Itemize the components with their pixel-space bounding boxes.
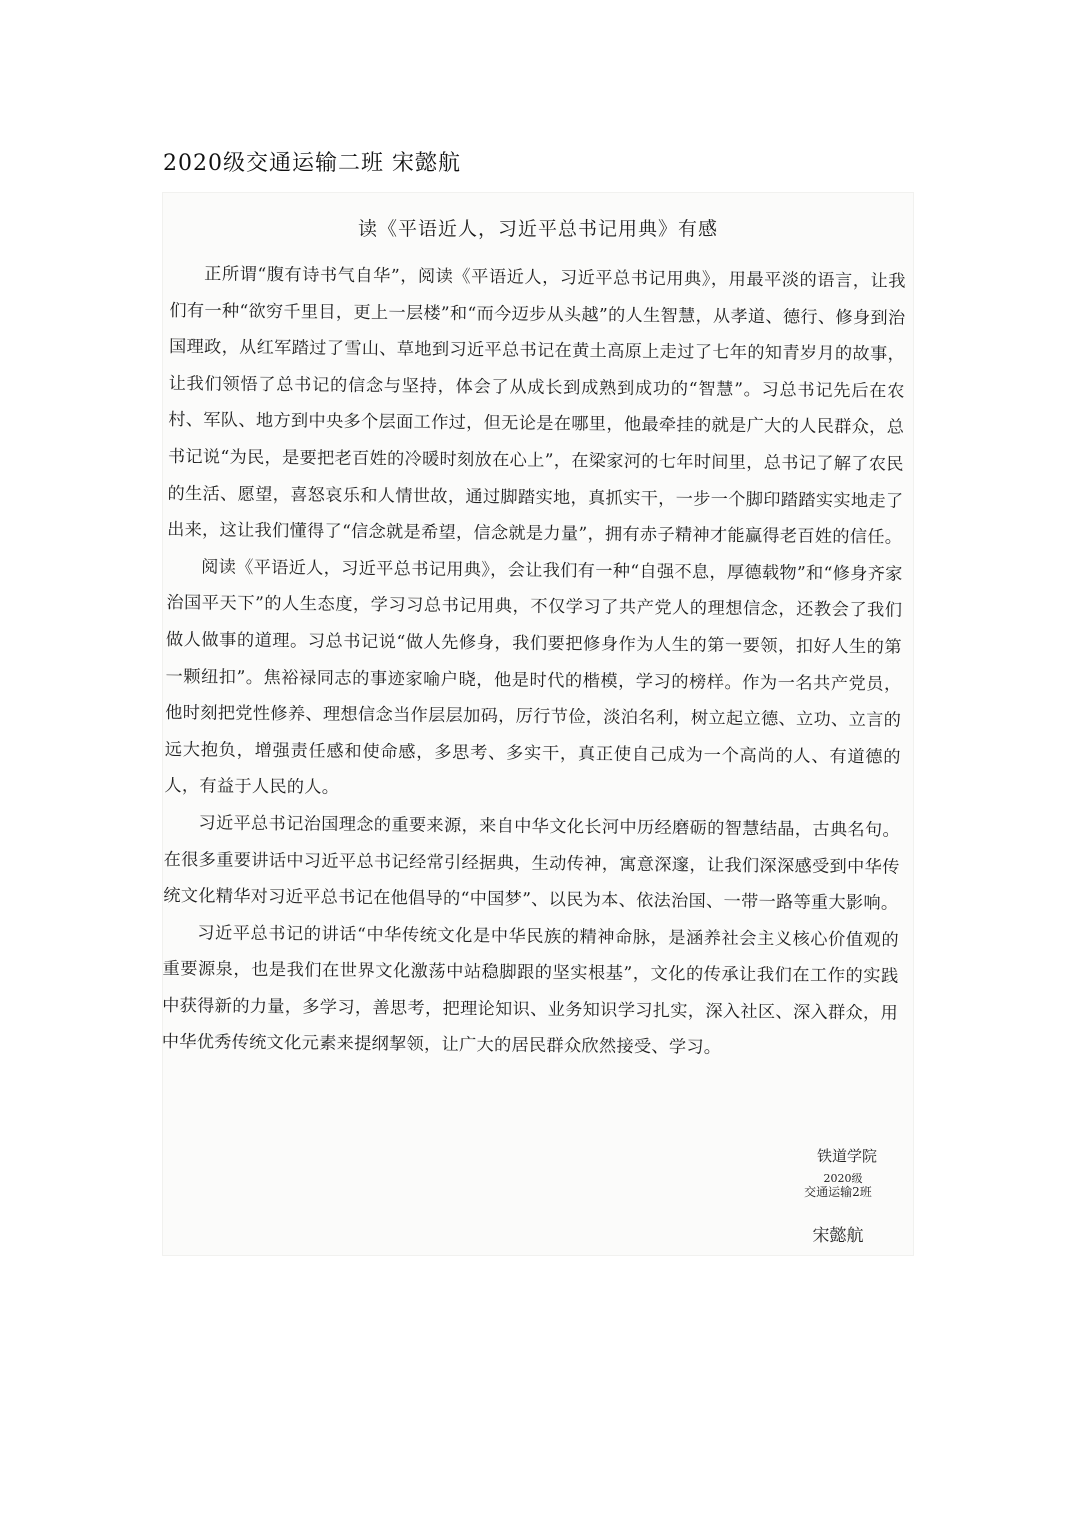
signature-name: 宋懿航: [812, 1226, 864, 1246]
essay-paragraph: 习近平总书记的讲话“中华传统文化是中华民族的精神命脉，是涵养社会主义核心价值观的重要源泉，也是我们在世界文化激荡中站稳脚跟的坚实根基”，文化的传承让我们在工作的实践中获得新的力量，多学习，善思考，把理论知识、业务知识学习扎实，深入社区、深入群众，用中华优秀传统文化元素来提纲挈领，让广大的居民群众欣然接受、学习。: [161, 923, 899, 1059]
signature-school: 铁道学院: [816, 1147, 877, 1165]
handwritten-essay-scan: [162, 192, 914, 1256]
essay-paragraph: 习近平总书记治国理念的重要来源，来自中华文化长河中历经磨砺的智慧结晶，古典名句。在很多重要讲话中习近平总书记经常引经据典，生动传神，寓意深邃，让我们深深感受到中华传统文化精华对习近平总书记在他倡导的“中国梦”、以民为本、依法治国、一带一路等重大影响。: [163, 813, 901, 914]
essay-title: 读《平语近人，习近平总书记用典》有感: [357, 218, 718, 240]
author-header: 2020级交通运输二班 宋懿航: [163, 151, 461, 176]
signature-grade: 2020级: [823, 1172, 863, 1185]
signature-class: 交通运输2班: [804, 1185, 872, 1199]
essay-paragraph: 阅读《平语近人，习近平总书记用典》，会让我们有一种“自强不息，厚德载物”和“修身齐家治国平天下”的人生态度，学习习总书记用典，不仅学习了共产党人的理想信念，还教会了我们做人做事的道理。习总书记说“做人先修身，我们要把修身作为人生的第一要领，扣好人生的第一颗纽扣”。焦裕禄同志的事迹家喻户晓，他是时代的楷模，学习的榜样。作为一名共产党员，他时刻把党性修养、理想信念当作层层加码，厉行节俭，淡泊名利，树立起立德、立功、立言的远大抱负，增强责任感和使命感，多思考、多实干，真正使自己成为一个高尚的人、有道德的人，有益于人民的人。: [164, 557, 903, 799]
signature-block: [788, 1146, 888, 1247]
essay-body: [162, 256, 906, 1069]
essay-paragraph: 正所谓“腹有诗书气自华”，阅读《平语近人，习近平总书记用典》，用最平淡的语言，让我们有一种“欲穷千里目，更上一层楼”和“而今迈步从头越”的人生智慧，从孝道、德行、修身到治国理政，从红军踏过了雪山、草地到习近平总书记在黄土高原上走过了七年的知青岁月的故事，让我们领悟了总书记的信念与坚持，体会了从成长到成熟到成功的“智慧”。习总书记先后在农村、军队、地方到中央多个层面工作过，但无论是在哪里，他最牵挂的就是广大的人民群众，总书记说“为民，是要把老百姓的冷暖时刻放在心上”，在梁家河的七年时间里，总书记了解了农民的生活、愿望，喜怒哀乐和人情世故，通过脚踏实地，真抓实干，一步一个脚印踏踏实实地走了出来，这让我们懂得了“信念就是希望，信念就是力量”，拥有赤子精神才能赢得老百姓的信任。: [167, 264, 906, 548]
